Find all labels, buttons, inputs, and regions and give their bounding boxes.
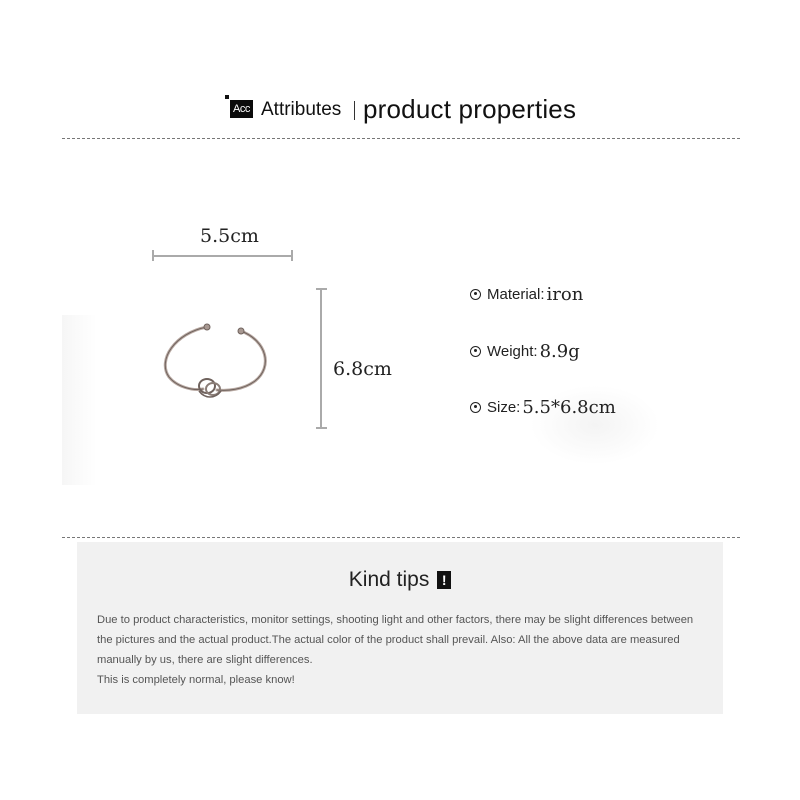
dashed-divider-top bbox=[62, 138, 740, 139]
dashed-divider-bottom bbox=[62, 537, 740, 538]
page-title: product properties bbox=[363, 94, 577, 124]
property-material bbox=[470, 281, 583, 307]
height-dimension-cap-bottom bbox=[316, 427, 327, 429]
property-key: Size: bbox=[487, 398, 521, 416]
kind-tips-panel bbox=[77, 542, 723, 714]
kind-tips-text: Due to product characteristics, monitor settings, shooting light and other factors, there may be slight differences between the pictures and the actual product.The actual color of the product shall prevail. Also: All the above data are measured manually by us, there are slight differences. bbox=[97, 614, 694, 666]
bullet-circle-icon bbox=[470, 402, 481, 413]
bracelet-image bbox=[155, 315, 285, 415]
property-key: Weight: bbox=[487, 342, 538, 360]
image-shadow-left bbox=[62, 315, 97, 485]
bullet-circle-icon bbox=[470, 346, 481, 357]
height-dimension-cap-top bbox=[316, 288, 327, 290]
alert-icon: ! bbox=[437, 571, 451, 589]
width-dimension-line bbox=[152, 255, 293, 257]
header-badge: Acc bbox=[230, 100, 253, 118]
kind-tips-footer: This is completely normal, please know! bbox=[97, 674, 295, 686]
kind-tips-heading bbox=[77, 568, 723, 592]
header-divider bbox=[354, 101, 355, 120]
width-dimension-label: 5.5cm bbox=[200, 225, 259, 247]
header-attributes-label: Attributes bbox=[261, 99, 342, 120]
property-value: iron bbox=[546, 283, 584, 305]
kind-tips-body bbox=[97, 610, 709, 690]
bullet-circle-icon bbox=[470, 289, 481, 300]
height-dimension-label: 6.8cm bbox=[333, 358, 392, 380]
width-dimension-cap-left bbox=[152, 250, 154, 261]
kind-tips-title: Kind tips bbox=[348, 568, 430, 591]
section-header bbox=[0, 94, 800, 128]
property-value: 5.5*6.8cm bbox=[522, 396, 616, 418]
property-key: Material: bbox=[487, 285, 545, 303]
property-size bbox=[470, 394, 616, 420]
header-dot bbox=[225, 95, 229, 99]
property-weight bbox=[470, 338, 580, 364]
width-dimension-cap-right bbox=[291, 250, 293, 261]
height-dimension-line bbox=[320, 288, 322, 429]
property-value: 8.9g bbox=[539, 340, 580, 362]
